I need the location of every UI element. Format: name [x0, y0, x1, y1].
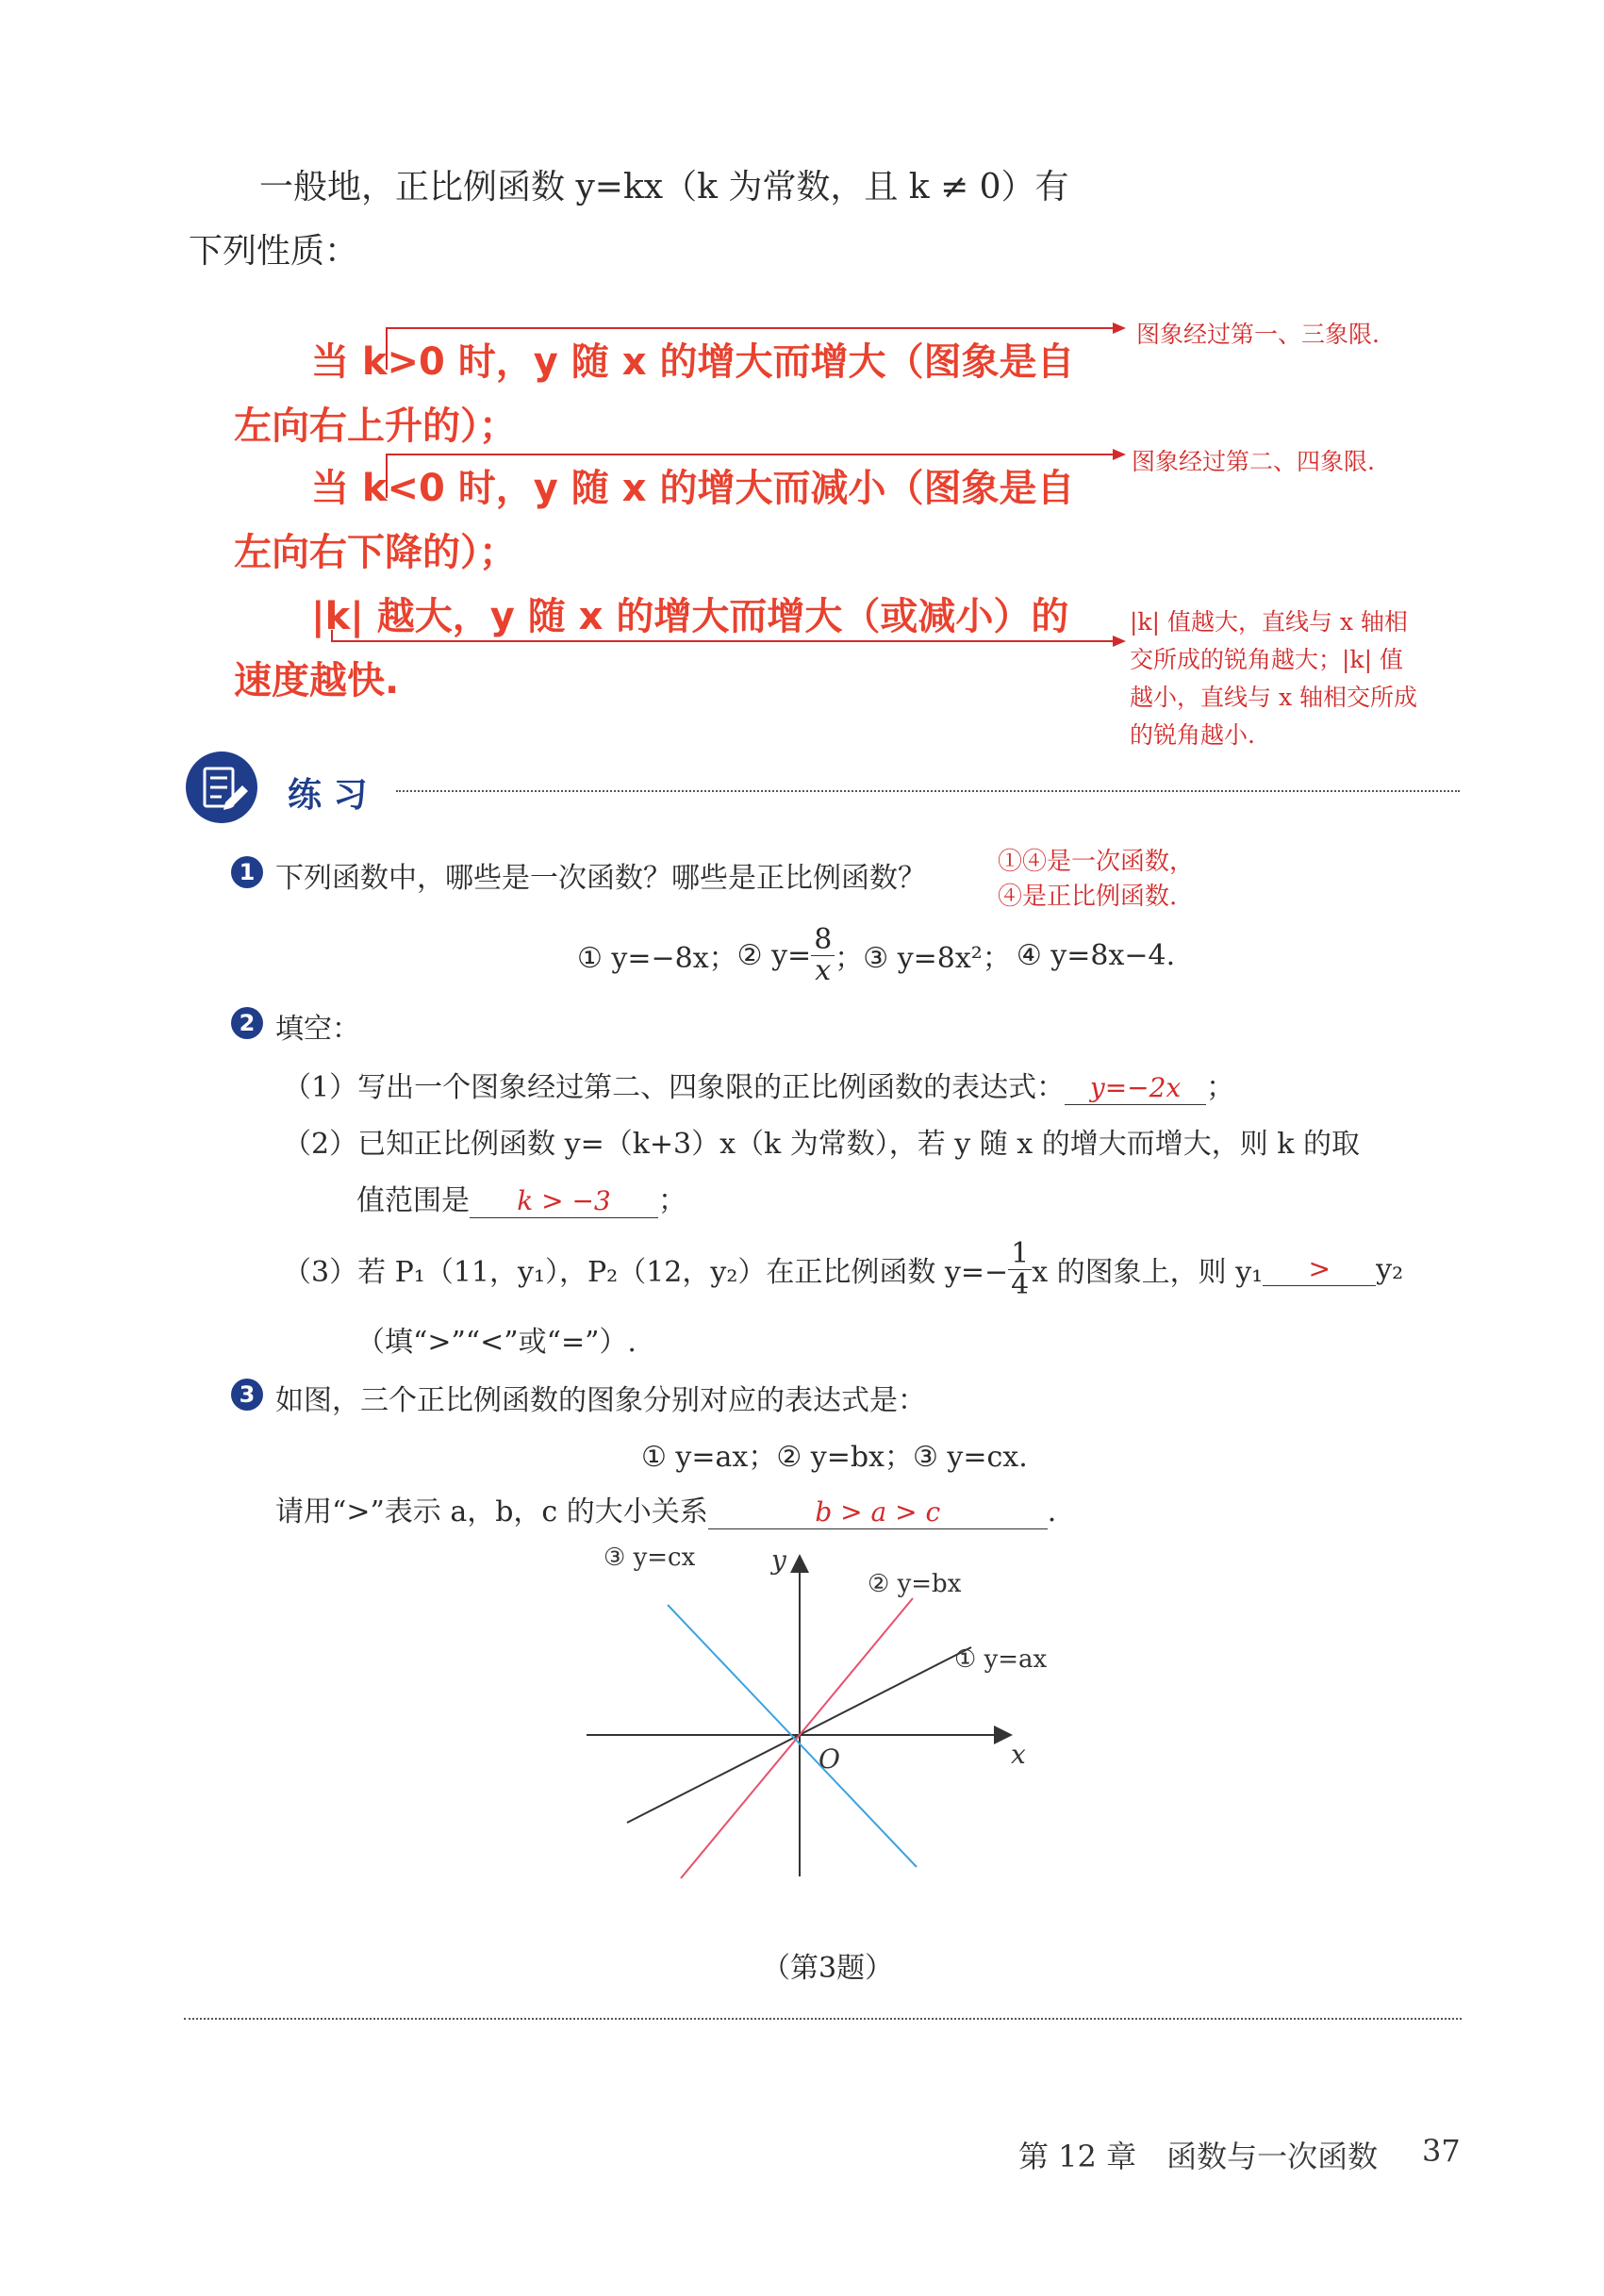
annotation-note-3-l4: 的锐角越小.: [1130, 721, 1255, 749]
q3-blank: [708, 1495, 1048, 1529]
q1-formula-2-prefix: ② y=: [736, 938, 812, 972]
intro-line-1: 一般地，正比例函数 y=kx（k 为常数，且 k ≠ 0）有: [259, 168, 1069, 206]
bottom-divider: [184, 2018, 1462, 2020]
q3-ask: [275, 1488, 1056, 1529]
q3-ask-text: 请用“>”表示 a，b，c 的大小关系: [275, 1495, 708, 1528]
y-axis-label: y: [771, 1546, 786, 1576]
q2-sub-2-text: 值范围是: [356, 1184, 470, 1217]
annotation-note-1: 图象经过第一、三象限.: [1136, 321, 1380, 348]
q1-fraction-denominator: x: [815, 953, 832, 987]
q3-end: .: [1047, 1495, 1057, 1528]
q1-text: 下列函数中，哪些是一次函数？哪些是正比例函数？: [275, 862, 926, 895]
annotation-note-3-l2: 交所成的锐角越大；|k| 值: [1130, 646, 1403, 673]
q2-sub-3-denominator: 4: [1011, 1267, 1030, 1301]
property-1-line-a: 当 k>0 时，y 随 x 的增大而增大（图象是自: [311, 340, 1075, 384]
annotation-arrows: [0, 0, 1604, 849]
q1-formula-4: ④ y=8x−4.: [1016, 938, 1176, 972]
q2-sub-2-answer: k > −3: [517, 1185, 611, 1216]
q2-sub-3-line-b: （填“>”“<”或“=”）.: [356, 1326, 637, 1359]
q1-answer-line-1: ①④是一次函数，: [998, 848, 1195, 876]
line-a-label: ① y=ax: [954, 1645, 1048, 1674]
practice-divider: [396, 790, 1460, 792]
intro-line-2: 下列性质：: [189, 232, 359, 271]
q2-sub-2-blank: [470, 1184, 658, 1218]
arrow-3-head: [1113, 636, 1126, 647]
property-1-line-b: 左向右上升的）；: [234, 405, 517, 448]
q1-formula-2-fraction: [811, 925, 835, 985]
annotation-note-3-l1: |k| 值越大，直线与 x 轴相: [1130, 608, 1408, 636]
footer-chapter: 第 12 章 函数与一次函数: [1018, 2139, 1379, 2174]
q2-sub-2-line-b: [356, 1177, 686, 1218]
property-3-line-b: 速度越快.: [234, 659, 400, 702]
q1-formula-1: ① y=−8x；: [577, 942, 737, 975]
q2-sub-3-blank: [1263, 1252, 1376, 1286]
property-3-line-a: |k| 越大，y 随 x 的增大而增大（或减小）的: [311, 595, 1069, 638]
q1-formula-3: ③ y=8x²；: [863, 942, 1011, 975]
q2-sub-3-end: y₂: [1376, 1252, 1404, 1286]
q1-number-badge: 1: [231, 856, 263, 888]
origin-label: O: [819, 1743, 840, 1775]
q1-formulas: [577, 913, 1175, 998]
q2-sub-1-end: ；: [1206, 1071, 1235, 1104]
arrow-1-head: [1113, 322, 1126, 334]
line-b-label: ② y=bx: [868, 1570, 962, 1598]
q3-formulas: ① y=ax；② y=bx；③ y=cx.: [641, 1441, 1028, 1474]
q1-fraction-numerator: 8: [811, 925, 835, 956]
line-c-label: ③ y=cx: [604, 1546, 696, 1572]
property-2-line-a: 当 k<0 时，y 随 x 的增大而减小（图象是自: [311, 467, 1075, 510]
arrow-3-line: [332, 630, 1113, 641]
q2-sub-1-answer: y=−2x: [1089, 1072, 1182, 1103]
q2-sub-1-blank: [1065, 1071, 1206, 1105]
q2-sub-3-middle: x 的图象上，则 y₁: [1032, 1256, 1264, 1289]
q2-sub-2-end: ；: [658, 1184, 686, 1217]
q2-sub-3-line-a: [283, 1231, 1403, 1307]
x-axis-label: x: [1011, 1739, 1026, 1770]
arrow-2-line: [387, 454, 1113, 498]
q2-sub-3-answer: >: [1308, 1253, 1331, 1284]
page-number: 37: [1422, 2133, 1461, 2169]
arrow-2-head: [1113, 449, 1126, 460]
q3-figure: [566, 1546, 1094, 1905]
practice-title: 练 习: [288, 776, 368, 815]
q2-label: 填空：: [275, 1013, 360, 1046]
q1-answer-line-2: ④是正比例函数.: [998, 883, 1178, 911]
q3-number-badge: 3: [231, 1379, 263, 1411]
q1-formula-2-suffix: ；: [835, 942, 864, 975]
q2-sub-1-text: （1）写出一个图象经过第二、四象限的正比例函数的表达式：: [283, 1071, 1066, 1104]
q2-sub-3-fraction: [1008, 1239, 1032, 1299]
q2-number-badge: 2: [231, 1007, 263, 1039]
q2-sub-2-line-a: （2）已知正比例函数 y=（k+3）x（k 为常数），若 y 随 x 的增大而增大，则 k 的取: [283, 1128, 1361, 1161]
annotation-note-3-l3: 越小，直线与 x 轴相交所成: [1130, 684, 1417, 711]
figure-caption: （第3题）: [762, 1952, 894, 1985]
practice-icon: [184, 750, 269, 825]
q2-sub-3-prefix: （3）若 P₁（11，y₁），P₂（12，y₂）在正比例函数 y=−: [283, 1256, 1009, 1289]
q3-answer: b > a > c: [815, 1496, 941, 1528]
property-2-line-b: 左向右下降的）；: [234, 531, 517, 574]
line-b: [681, 1598, 913, 1878]
q2-sub-1: [283, 1064, 1234, 1105]
q2-sub-3-numerator: 1: [1008, 1239, 1032, 1270]
annotation-note-2: 图象经过第二、四象限.: [1132, 448, 1375, 475]
arrow-1-line: [387, 328, 1113, 370]
q3-text: 如图，三个正比例函数的图象分别对应的表达式是：: [275, 1384, 926, 1417]
